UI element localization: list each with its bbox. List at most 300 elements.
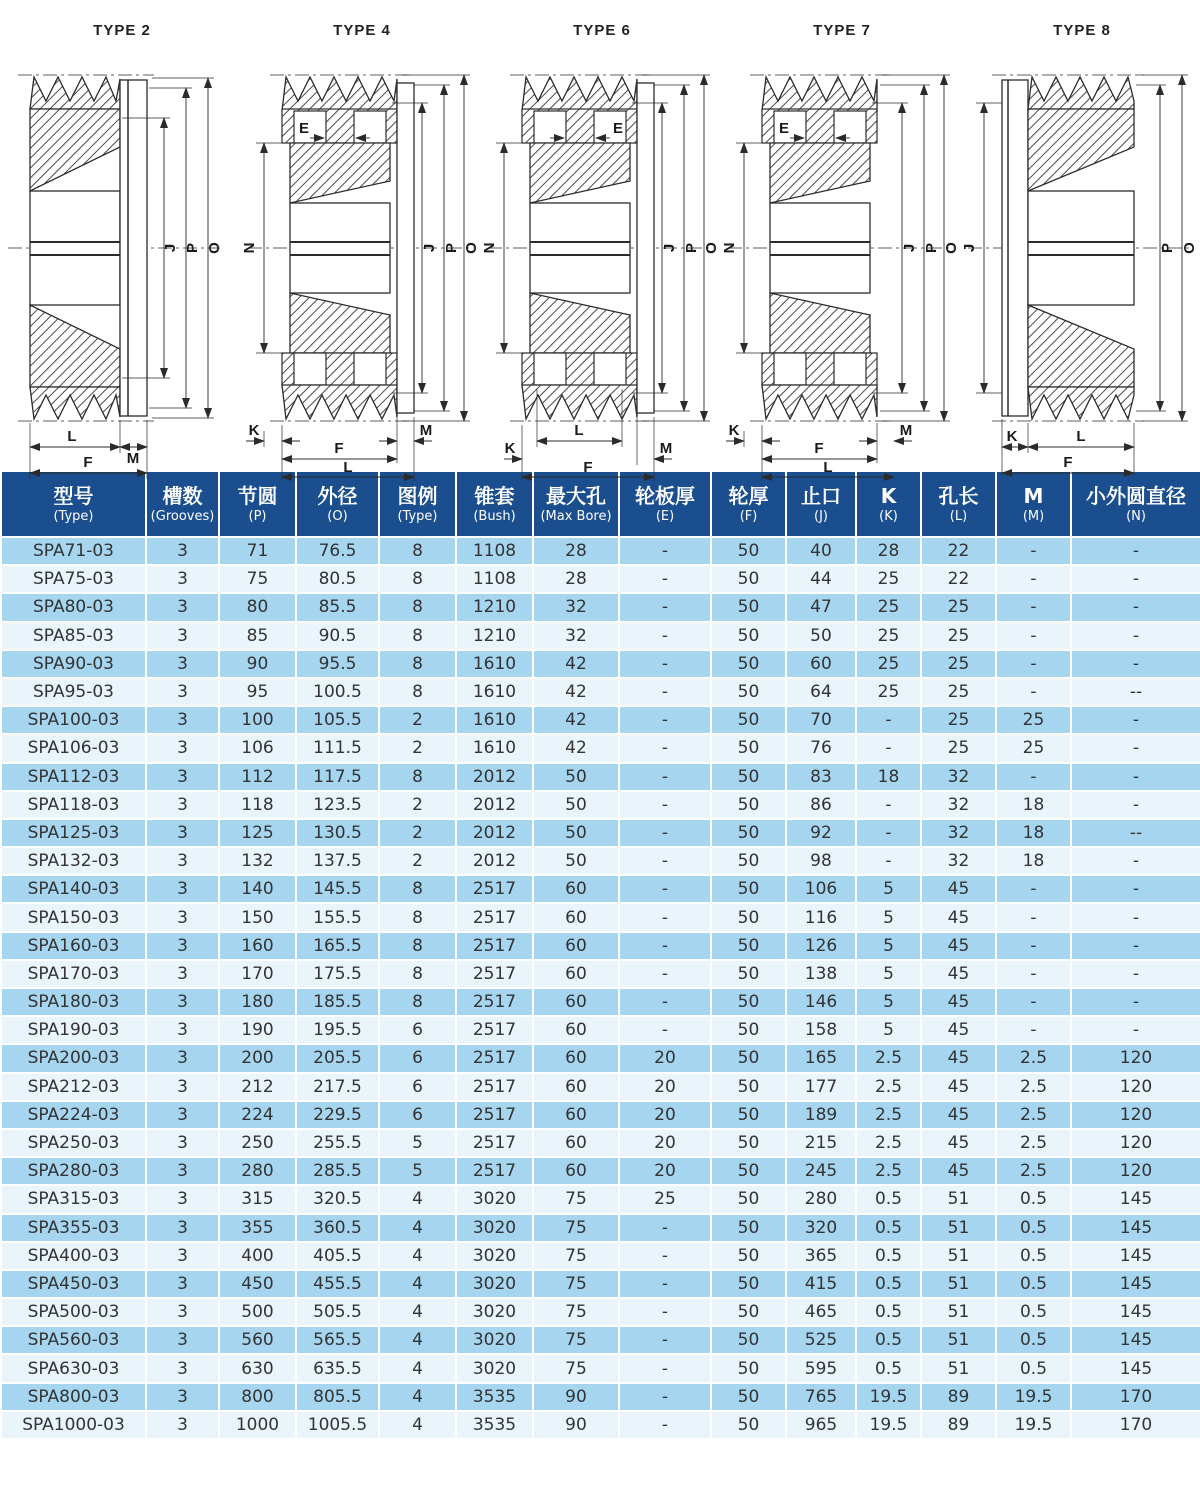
table-cell: 111.5 — [296, 734, 379, 762]
diagram-title: TYPE 7 — [813, 22, 871, 39]
table-cell: SPA71-03 — [1, 537, 146, 565]
table-cell: 4 — [379, 1270, 456, 1298]
table-cell: - — [1071, 650, 1200, 678]
table-cell: - — [619, 734, 711, 762]
table-cell: 120 — [1071, 1073, 1200, 1101]
table-cell: 45 — [921, 903, 996, 931]
table-cell: 3 — [146, 1073, 219, 1101]
table-cell: 45 — [921, 1101, 996, 1129]
table-cell: - — [1071, 903, 1200, 931]
table-cell: 50 — [711, 1214, 786, 1242]
table-row — [1, 988, 1200, 1016]
table-cell: - — [619, 847, 711, 875]
diagram-strip — [0, 0, 1200, 476]
dim-label-j: J — [162, 243, 179, 253]
table-cell: 60 — [533, 1044, 619, 1072]
table-cell: 47 — [786, 593, 856, 621]
table-cell: - — [996, 537, 1071, 565]
table-cell: 145 — [1071, 1354, 1200, 1382]
table-cell: 212 — [219, 1073, 296, 1101]
table-cell: 3 — [146, 622, 219, 650]
table-cell: 50 — [711, 988, 786, 1016]
table-row — [1, 622, 1200, 650]
table-cell: 0.5 — [856, 1298, 921, 1326]
spec-table — [0, 470, 1200, 1440]
table-cell: - — [619, 1016, 711, 1044]
table-cell: 90 — [533, 1383, 619, 1411]
table-cell: 2.5 — [996, 1157, 1071, 1185]
table-cell: 18 — [996, 819, 1071, 847]
table-cell: SPA400-03 — [1, 1242, 146, 1270]
table-cell: 2.5 — [996, 1129, 1071, 1157]
table-cell: 205.5 — [296, 1044, 379, 1072]
table-cell: 45 — [921, 932, 996, 960]
table-cell: 3 — [146, 791, 219, 819]
table-row — [1, 1073, 1200, 1101]
table-cell: 200 — [219, 1044, 296, 1072]
table-cell: 90 — [219, 650, 296, 678]
table-cell: 6 — [379, 1044, 456, 1072]
table-cell: -- — [1071, 678, 1200, 706]
table-cell: 50 — [711, 1326, 786, 1354]
table-cell: - — [619, 932, 711, 960]
table-cell: - — [856, 734, 921, 762]
table-cell: SPA630-03 — [1, 1354, 146, 1382]
table-cell: 5 — [379, 1129, 456, 1157]
table-cell: 158 — [786, 1016, 856, 1044]
table-cell: 0.5 — [856, 1214, 921, 1242]
table-cell: 4 — [379, 1326, 456, 1354]
table-cell: 2.5 — [856, 1073, 921, 1101]
table-cell: 20 — [619, 1129, 711, 1157]
dim-label-l: L — [343, 459, 353, 476]
table-cell: 50 — [711, 537, 786, 565]
table-cell: 145 — [1071, 1326, 1200, 1354]
table-cell: - — [856, 791, 921, 819]
table-cell: 320.5 — [296, 1185, 379, 1213]
table-cell: -- — [1071, 819, 1200, 847]
table-cell: 5 — [856, 875, 921, 903]
table-cell: 1610 — [456, 706, 533, 734]
table-cell: 3020 — [456, 1270, 533, 1298]
table-cell: 4 — [379, 1185, 456, 1213]
table-cell: 2.5 — [856, 1129, 921, 1157]
table-cell: - — [619, 565, 711, 593]
table-cell: 25 — [921, 650, 996, 678]
table-cell: 3020 — [456, 1242, 533, 1270]
table-cell: 50 — [786, 622, 856, 650]
dim-label-l: L — [67, 428, 77, 445]
table-cell: 245 — [786, 1157, 856, 1185]
table-cell: 145 — [1071, 1214, 1200, 1242]
table-cell: 0.5 — [856, 1185, 921, 1213]
table-cell: 25 — [856, 565, 921, 593]
column-header-en: (Grooves) — [150, 509, 215, 524]
table-cell: 1000 — [219, 1411, 296, 1439]
table-cell: 3 — [146, 1214, 219, 1242]
table-cell: 765 — [786, 1383, 856, 1411]
table-cell: 5 — [856, 903, 921, 931]
table-cell: SPA800-03 — [1, 1383, 146, 1411]
diagram-title: TYPE 6 — [573, 22, 631, 39]
table-cell: - — [619, 622, 711, 650]
table-cell: 60 — [786, 650, 856, 678]
table-row — [1, 1411, 1200, 1439]
table-cell: 42 — [533, 706, 619, 734]
table-cell: 185.5 — [296, 988, 379, 1016]
table-cell: 75 — [533, 1354, 619, 1382]
table-cell: - — [619, 819, 711, 847]
dim-label-j: J — [962, 243, 978, 253]
table-cell: 2517 — [456, 875, 533, 903]
dim-label-m: M — [419, 422, 433, 439]
table-cell: 19.5 — [856, 1411, 921, 1439]
table-cell: 75 — [533, 1326, 619, 1354]
table-cell: SPA75-03 — [1, 565, 146, 593]
table-cell: 50 — [711, 960, 786, 988]
table-cell: 4 — [379, 1298, 456, 1326]
column-header-en: (M) — [1022, 509, 1045, 524]
diagram-title: TYPE 4 — [333, 22, 391, 39]
column-header-zh: K — [880, 484, 897, 508]
column-header-zh: 槽数 — [162, 484, 203, 508]
table-row — [1, 1129, 1200, 1157]
table-cell: 123.5 — [296, 791, 379, 819]
table-row — [1, 1326, 1200, 1354]
table-cell: - — [996, 932, 1071, 960]
diagram-title: TYPE 2 — [93, 22, 151, 39]
column-header-en: (F) — [739, 509, 758, 524]
column-header-zh: 图例 — [397, 484, 438, 508]
table-cell: 3 — [146, 537, 219, 565]
table-cell: - — [619, 960, 711, 988]
column-header-en: (L) — [949, 509, 968, 524]
table-cell: 5 — [856, 960, 921, 988]
table-row — [1, 1214, 1200, 1242]
pulley-cross-section-drawing — [2, 43, 242, 483]
table-cell: 83 — [786, 763, 856, 791]
table-cell: - — [1071, 593, 1200, 621]
table-cell: 50 — [711, 734, 786, 762]
table-cell: 50 — [711, 678, 786, 706]
dim-label-f: F — [583, 459, 593, 476]
table-cell: 3535 — [456, 1383, 533, 1411]
column-header-zh: 止口 — [801, 484, 841, 508]
table-cell: - — [619, 1214, 711, 1242]
table-cell: 3 — [146, 875, 219, 903]
table-cell: 51 — [921, 1354, 996, 1382]
dim-label-n: N — [482, 242, 498, 254]
table-cell: 0.5 — [996, 1298, 1071, 1326]
table-cell: 1108 — [456, 537, 533, 565]
table-cell: SPA450-03 — [1, 1270, 146, 1298]
table-cell: 18 — [856, 763, 921, 791]
table-cell: 80.5 — [296, 565, 379, 593]
table-cell: 5 — [856, 988, 921, 1016]
table-cell: 505.5 — [296, 1298, 379, 1326]
table-cell: 112 — [219, 763, 296, 791]
table-row — [1, 1270, 1200, 1298]
table-cell: 98 — [786, 847, 856, 875]
table-cell: 1610 — [456, 650, 533, 678]
column-header-zh: 孔长 — [938, 484, 979, 508]
table-row — [1, 650, 1200, 678]
table-cell: 28 — [533, 537, 619, 565]
table-cell: 50 — [711, 706, 786, 734]
dim-label-o: O — [1181, 242, 1198, 254]
table-cell: 255.5 — [296, 1129, 379, 1157]
dim-label-l: L — [574, 422, 584, 439]
table-cell: 0.5 — [856, 1242, 921, 1270]
dim-label-k: K — [728, 422, 740, 439]
table-cell: 50 — [533, 819, 619, 847]
dim-label-o: O — [206, 242, 223, 254]
table-cell: 3 — [146, 734, 219, 762]
table-cell: - — [996, 875, 1071, 903]
dim-label-m: M — [659, 440, 673, 457]
table-cell: 28 — [856, 537, 921, 565]
pulley-diagram-type2 — [2, 0, 242, 470]
table-cell: - — [1071, 622, 1200, 650]
table-row — [1, 1157, 1200, 1185]
table-cell: 145 — [1071, 1270, 1200, 1298]
table-cell: 32 — [921, 847, 996, 875]
table-cell: 32 — [921, 763, 996, 791]
table-cell: 3 — [146, 706, 219, 734]
table-cell: 175.5 — [296, 960, 379, 988]
table-cell: 8 — [379, 565, 456, 593]
table-cell: 0.5 — [996, 1242, 1071, 1270]
table-cell: 140 — [219, 875, 296, 903]
table-row — [1, 875, 1200, 903]
table-cell: 100.5 — [296, 678, 379, 706]
table-cell: 2517 — [456, 1129, 533, 1157]
table-cell: 50 — [711, 1185, 786, 1213]
table-cell: 2.5 — [996, 1073, 1071, 1101]
table-cell: - — [996, 903, 1071, 931]
dim-label-m: M — [899, 422, 913, 439]
table-cell: 4 — [379, 1411, 456, 1439]
table-cell: 85.5 — [296, 593, 379, 621]
table-cell: - — [619, 1242, 711, 1270]
table-cell: 60 — [533, 1157, 619, 1185]
table-cell: SPA125-03 — [1, 819, 146, 847]
table-cell: 2012 — [456, 763, 533, 791]
column-header-zh: 外径 — [317, 484, 358, 508]
table-cell: 50 — [711, 1073, 786, 1101]
table-cell: - — [1071, 988, 1200, 1016]
table-row — [1, 706, 1200, 734]
table-cell: SPA224-03 — [1, 1101, 146, 1129]
table-row — [1, 960, 1200, 988]
table-cell: 25 — [856, 650, 921, 678]
table-cell: 132 — [219, 847, 296, 875]
column-header-zh: 锥套 — [474, 484, 515, 508]
table-cell: - — [619, 1354, 711, 1382]
table-cell: 2517 — [456, 1157, 533, 1185]
table-cell: 1210 — [456, 622, 533, 650]
table-cell: 19.5 — [996, 1383, 1071, 1411]
table-cell: 130.5 — [296, 819, 379, 847]
table-cell: 800 — [219, 1383, 296, 1411]
table-cell: 165.5 — [296, 932, 379, 960]
table-cell: 145.5 — [296, 875, 379, 903]
dim-label-j: J — [901, 243, 918, 253]
table-cell: 50 — [711, 1383, 786, 1411]
table-cell: 50 — [711, 875, 786, 903]
table-cell: 80 — [219, 593, 296, 621]
table-cell: - — [1071, 763, 1200, 791]
table-cell: 18 — [996, 847, 1071, 875]
table-cell: 1005.5 — [296, 1411, 379, 1439]
table-cell: 18 — [996, 791, 1071, 819]
column-header-en: (Type) — [397, 509, 438, 524]
table-cell: 50 — [711, 650, 786, 678]
table-cell: 455.5 — [296, 1270, 379, 1298]
table-cell: 1610 — [456, 678, 533, 706]
table-cell: - — [996, 763, 1071, 791]
dim-label-f: F — [83, 454, 93, 471]
table-cell: - — [1071, 565, 1200, 593]
table-cell: SPA100-03 — [1, 706, 146, 734]
pulley-cross-section-drawing — [242, 43, 482, 483]
table-cell: 45 — [921, 960, 996, 988]
table-cell: 0.5 — [996, 1185, 1071, 1213]
table-cell: 4 — [379, 1383, 456, 1411]
table-cell: 190 — [219, 1016, 296, 1044]
table-row — [1, 763, 1200, 791]
table-cell: 400 — [219, 1242, 296, 1270]
pulley-diagram-type4 — [242, 0, 482, 476]
table-cell: SPA80-03 — [1, 593, 146, 621]
table-cell: 95.5 — [296, 650, 379, 678]
table-cell: - — [619, 1383, 711, 1411]
table-cell: 2 — [379, 819, 456, 847]
table-row — [1, 678, 1200, 706]
table-cell: 3 — [146, 1185, 219, 1213]
table-cell: 51 — [921, 1298, 996, 1326]
dim-label-p: P — [184, 242, 201, 254]
table-cell: 45 — [921, 1044, 996, 1072]
table-cell: 2.5 — [856, 1101, 921, 1129]
table-cell: 117.5 — [296, 763, 379, 791]
table-cell: 50 — [711, 622, 786, 650]
table-cell: 3 — [146, 593, 219, 621]
table-cell: 120 — [1071, 1044, 1200, 1072]
table-cell: 50 — [711, 819, 786, 847]
table-cell: 3020 — [456, 1185, 533, 1213]
table-cell: 75 — [533, 1298, 619, 1326]
table-cell: SPA95-03 — [1, 678, 146, 706]
table-cell: 3 — [146, 1270, 219, 1298]
dim-label-e: E — [612, 120, 624, 137]
table-cell: 50 — [711, 791, 786, 819]
table-cell: 50 — [711, 1298, 786, 1326]
table-cell: SPA315-03 — [1, 1185, 146, 1213]
table-cell: 25 — [996, 706, 1071, 734]
table-cell: 0.5 — [856, 1354, 921, 1382]
pulley-diagram-type6 — [482, 0, 722, 476]
pulley-cross-section-drawing — [962, 43, 1200, 483]
dim-label-l: L — [823, 459, 833, 476]
dim-label-k: K — [504, 440, 516, 457]
table-cell: - — [996, 622, 1071, 650]
table-cell: 50 — [711, 1157, 786, 1185]
table-cell: 75 — [219, 565, 296, 593]
table-cell: SPA132-03 — [1, 847, 146, 875]
table-cell: 965 — [786, 1411, 856, 1439]
table-cell: - — [619, 988, 711, 1016]
table-cell: 224 — [219, 1101, 296, 1129]
table-cell: - — [619, 1411, 711, 1439]
column-header-en: (J) — [814, 509, 828, 524]
table-cell: 280 — [786, 1185, 856, 1213]
table-cell: 137.5 — [296, 847, 379, 875]
column-header-en: (E) — [655, 509, 675, 524]
table-cell: 50 — [711, 1129, 786, 1157]
table-cell: 25 — [619, 1185, 711, 1213]
diagram-title: TYPE 8 — [1053, 22, 1111, 39]
table-cell: 2012 — [456, 847, 533, 875]
table-cell: 2517 — [456, 1044, 533, 1072]
table-cell: 50 — [711, 593, 786, 621]
table-cell: 8 — [379, 650, 456, 678]
table-cell: 250 — [219, 1129, 296, 1157]
table-cell: 126 — [786, 932, 856, 960]
table-cell: 8 — [379, 537, 456, 565]
table-row — [1, 1298, 1200, 1326]
table-cell: 450 — [219, 1270, 296, 1298]
table-row — [1, 1354, 1200, 1382]
table-cell: 4 — [379, 1354, 456, 1382]
spec-table-body — [1, 537, 1200, 1439]
table-cell: 22 — [921, 537, 996, 565]
table-cell: 3 — [146, 1326, 219, 1354]
table-cell: 195.5 — [296, 1016, 379, 1044]
table-cell: - — [996, 565, 1071, 593]
table-cell: - — [1071, 791, 1200, 819]
table-cell: 1210 — [456, 593, 533, 621]
table-cell: 3535 — [456, 1411, 533, 1439]
table-cell: SPA140-03 — [1, 875, 146, 903]
table-cell: 2012 — [456, 791, 533, 819]
table-cell: 560 — [219, 1326, 296, 1354]
column-header-en: (Type) — [53, 509, 94, 524]
table-cell: 40 — [786, 537, 856, 565]
table-cell: 25 — [996, 734, 1071, 762]
table-cell: 25 — [856, 678, 921, 706]
table-cell: 8 — [379, 763, 456, 791]
table-cell: 50 — [711, 1270, 786, 1298]
table-cell: 145 — [1071, 1242, 1200, 1270]
table-row — [1, 791, 1200, 819]
table-cell: 3 — [146, 903, 219, 931]
table-cell: 3 — [146, 847, 219, 875]
table-cell: 50 — [711, 1016, 786, 1044]
table-cell: - — [1071, 1016, 1200, 1044]
table-cell: 75 — [533, 1270, 619, 1298]
table-cell: 170 — [219, 960, 296, 988]
table-cell: 3 — [146, 678, 219, 706]
table-cell: 2.5 — [856, 1157, 921, 1185]
table-cell: SPA190-03 — [1, 1016, 146, 1044]
table-cell: 145 — [1071, 1298, 1200, 1326]
table-cell: 42 — [533, 734, 619, 762]
table-cell: 3 — [146, 960, 219, 988]
column-header-en: (Bush) — [473, 509, 516, 524]
table-cell: - — [996, 678, 1071, 706]
table-cell: 20 — [619, 1044, 711, 1072]
